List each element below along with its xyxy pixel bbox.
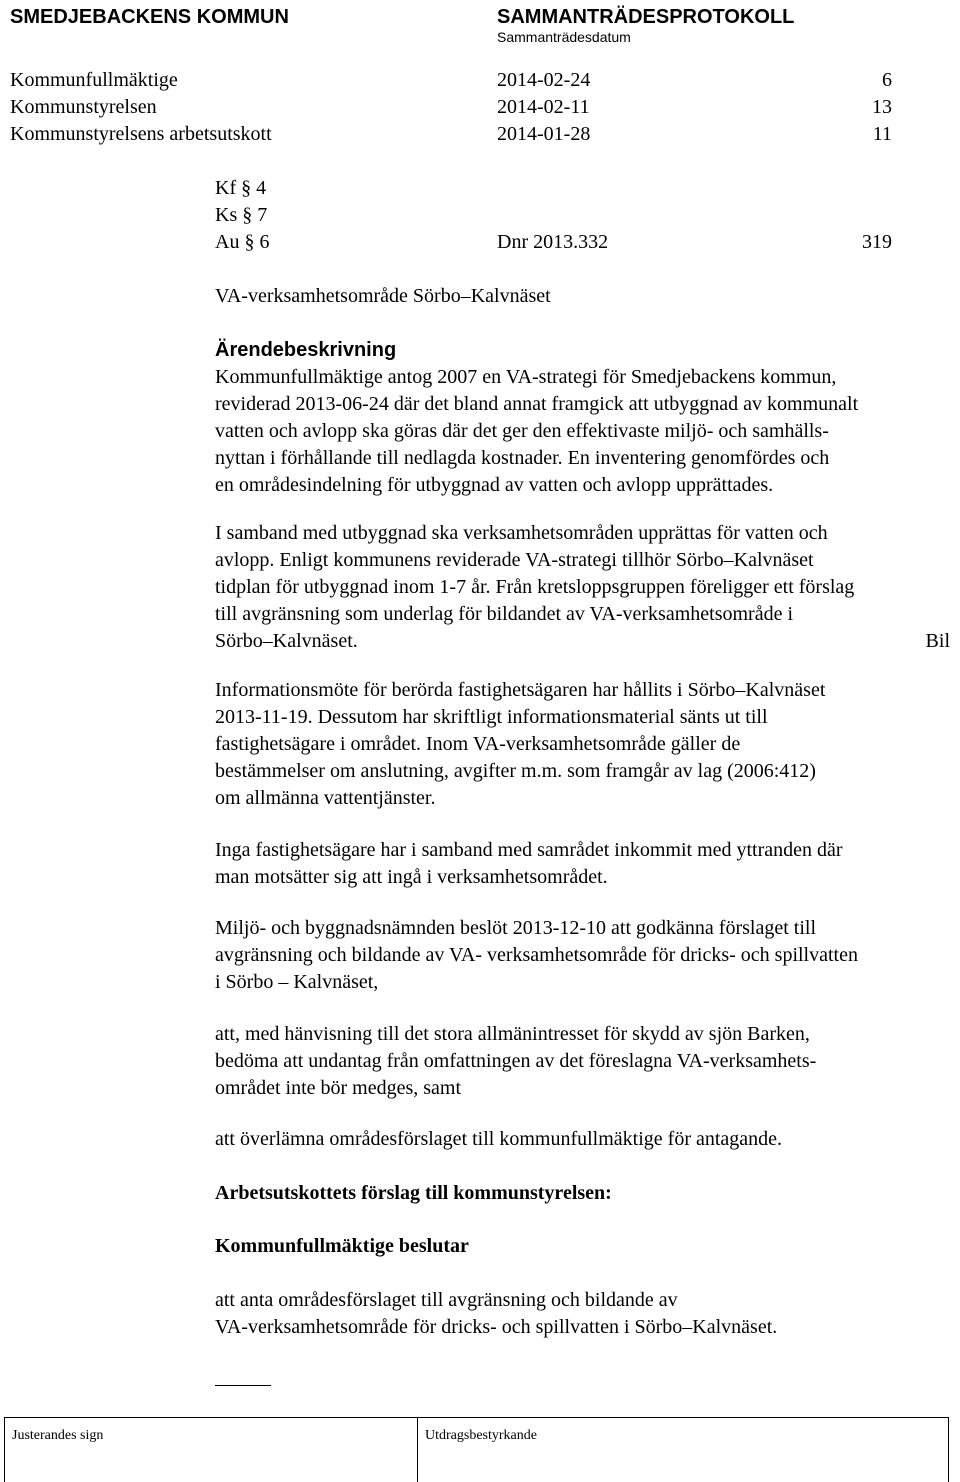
meeting-page: 13 — [872, 96, 892, 118]
text-line: fastighetsägare i området. Inom VA-verksamhetsområde gäller de — [215, 733, 741, 755]
text-line: till avgränsning som underlag för bildandet av VA-verksamhetsområde i — [215, 603, 794, 625]
meeting-date: 2014-02-11 — [497, 96, 590, 118]
meeting-body: Kommunfullmäktige — [10, 69, 178, 91]
text-line: avgränsning och bildande av VA- verksamhetsområde för dricks- och spillvatten — [215, 944, 858, 966]
diary-subnumber: 319 — [862, 231, 892, 253]
meeting-body: Kommunstyrelsens arbetsutskott — [10, 123, 272, 145]
date-label: Sammanträdesdatum — [497, 29, 631, 45]
text-line: om allmänna vattentjänster. — [215, 787, 436, 809]
paragraph-5 — [215, 915, 955, 996]
paragraph-3 — [215, 677, 955, 812]
kf-decision — [215, 1233, 955, 1260]
text-line: VA-verksamhetsområde för dricks- och spillvatten i Sörbo–Kalvnäset. — [215, 1316, 778, 1338]
au-paragraph: Au § 6 — [215, 231, 270, 253]
text-line: en områdesindelning för utbyggnad av vatten och avlopp upprättades. — [215, 474, 774, 496]
text-line: i Sörbo – Kalvnäset, — [215, 971, 379, 993]
text-line: att anta områdesförslaget till avgränsning och bildande av — [215, 1289, 678, 1311]
text-line: att överlämna områdesförslaget till kommunfullmäktige för antagande. — [215, 1128, 783, 1150]
document-type: SAMMANTRÄDESPROTOKOLL — [497, 6, 795, 28]
text-line: tidplan för utbyggnad inom 1-7 år. Från kretsloppsgruppen föreligger ett förslag — [215, 576, 855, 598]
text-line — [215, 628, 955, 655]
end-rule — [215, 1385, 271, 1386]
text-line: vatten och avlopp ska göras där det ger den effektivaste miljö- och samhälls- — [215, 420, 829, 442]
text-line: Informationsmöte för berörda fastighetsägaren har hållits i Sörbo–Kalvnäset — [215, 679, 826, 701]
text-line-end: Sörbo–Kalvnäset. — [215, 630, 358, 652]
meeting-page: 11 — [872, 123, 892, 145]
sign-label: Justerandes sign — [12, 1428, 104, 1443]
au-proposal — [215, 1180, 955, 1207]
decision-text — [215, 1287, 955, 1341]
attachment-ref: Bil — [925, 630, 950, 652]
text-line: bedöma att undantag från omfattningen av det föreslagna VA-verksamhets- — [215, 1050, 817, 1072]
meeting-page: 6 — [882, 69, 892, 91]
paragraph-6 — [215, 1021, 955, 1102]
footer-line — [4, 1417, 948, 1418]
case-title: VA-verksamhetsområde Sörbo–Kalvnäset — [215, 285, 551, 307]
meeting-date: 2014-02-24 — [497, 69, 591, 91]
paragraph-4 — [215, 837, 955, 891]
kf-decision-heading: Kommunfullmäktige beslutar — [215, 1235, 469, 1257]
text-line: man motsätter sig att ingå i verksamhetsområdet. — [215, 866, 608, 888]
footer-divider — [948, 1417, 949, 1482]
paragraph-2 — [215, 520, 955, 655]
text-line: området inte bör medges, samt — [215, 1077, 462, 1099]
footer-divider — [417, 1417, 418, 1482]
kf-paragraph: Kf § 4 — [215, 177, 267, 199]
text-line: 2013-11-19. Dessutom har skriftligt informationsmaterial sänts ut till — [215, 706, 768, 728]
meeting-body: Kommunstyrelsen — [10, 96, 157, 118]
footer-divider — [4, 1417, 5, 1482]
paragraph-7 — [215, 1126, 955, 1153]
certification-label: Utdragsbestyrkande — [425, 1428, 537, 1443]
text-line: nyttan i förhållande till nedlagda kostnader. En inventering genomfördes och — [215, 447, 830, 469]
text-line: Kommunfullmäktige antog 2007 en VA-strategi för Smedjebackens kommun, — [215, 366, 837, 388]
text-line: Inga fastighetsägare har i samband med samrådet inkommit med yttranden där — [215, 839, 843, 861]
ks-paragraph: Ks § 7 — [215, 204, 268, 226]
org-name: SMEDJEBACKENS KOMMUN — [10, 6, 289, 28]
text-line: bestämmelser om anslutning, avgifter m.m. som framgår av lag (2006:412) — [215, 760, 816, 782]
meeting-date: 2014-01-28 — [497, 123, 591, 145]
case-description — [215, 337, 955, 499]
description-heading: Ärendebeskrivning — [215, 339, 397, 361]
text-line: att, med hänvisning till det stora allmänintresset för skydd av sjön Barken, — [215, 1023, 810, 1045]
text-line: I samband med utbyggnad ska verksamhetsområden upprättas för vatten och — [215, 522, 828, 544]
au-proposal-heading: Arbetsutskottets förslag till kommunstyrelsen: — [215, 1182, 612, 1204]
diary-number: Dnr 2013.332 — [497, 231, 609, 253]
text-line: reviderad 2013-06-24 där det bland annat framgick att utbyggnad av kommunalt — [215, 393, 859, 415]
text-line: Miljö- och byggnadsnämnden beslöt 2013-12-10 att godkänna förslaget till — [215, 917, 816, 939]
text-line: avlopp. Enligt kommunens reviderade VA-strategi tillhör Sörbo–Kalvnäset — [215, 549, 814, 571]
